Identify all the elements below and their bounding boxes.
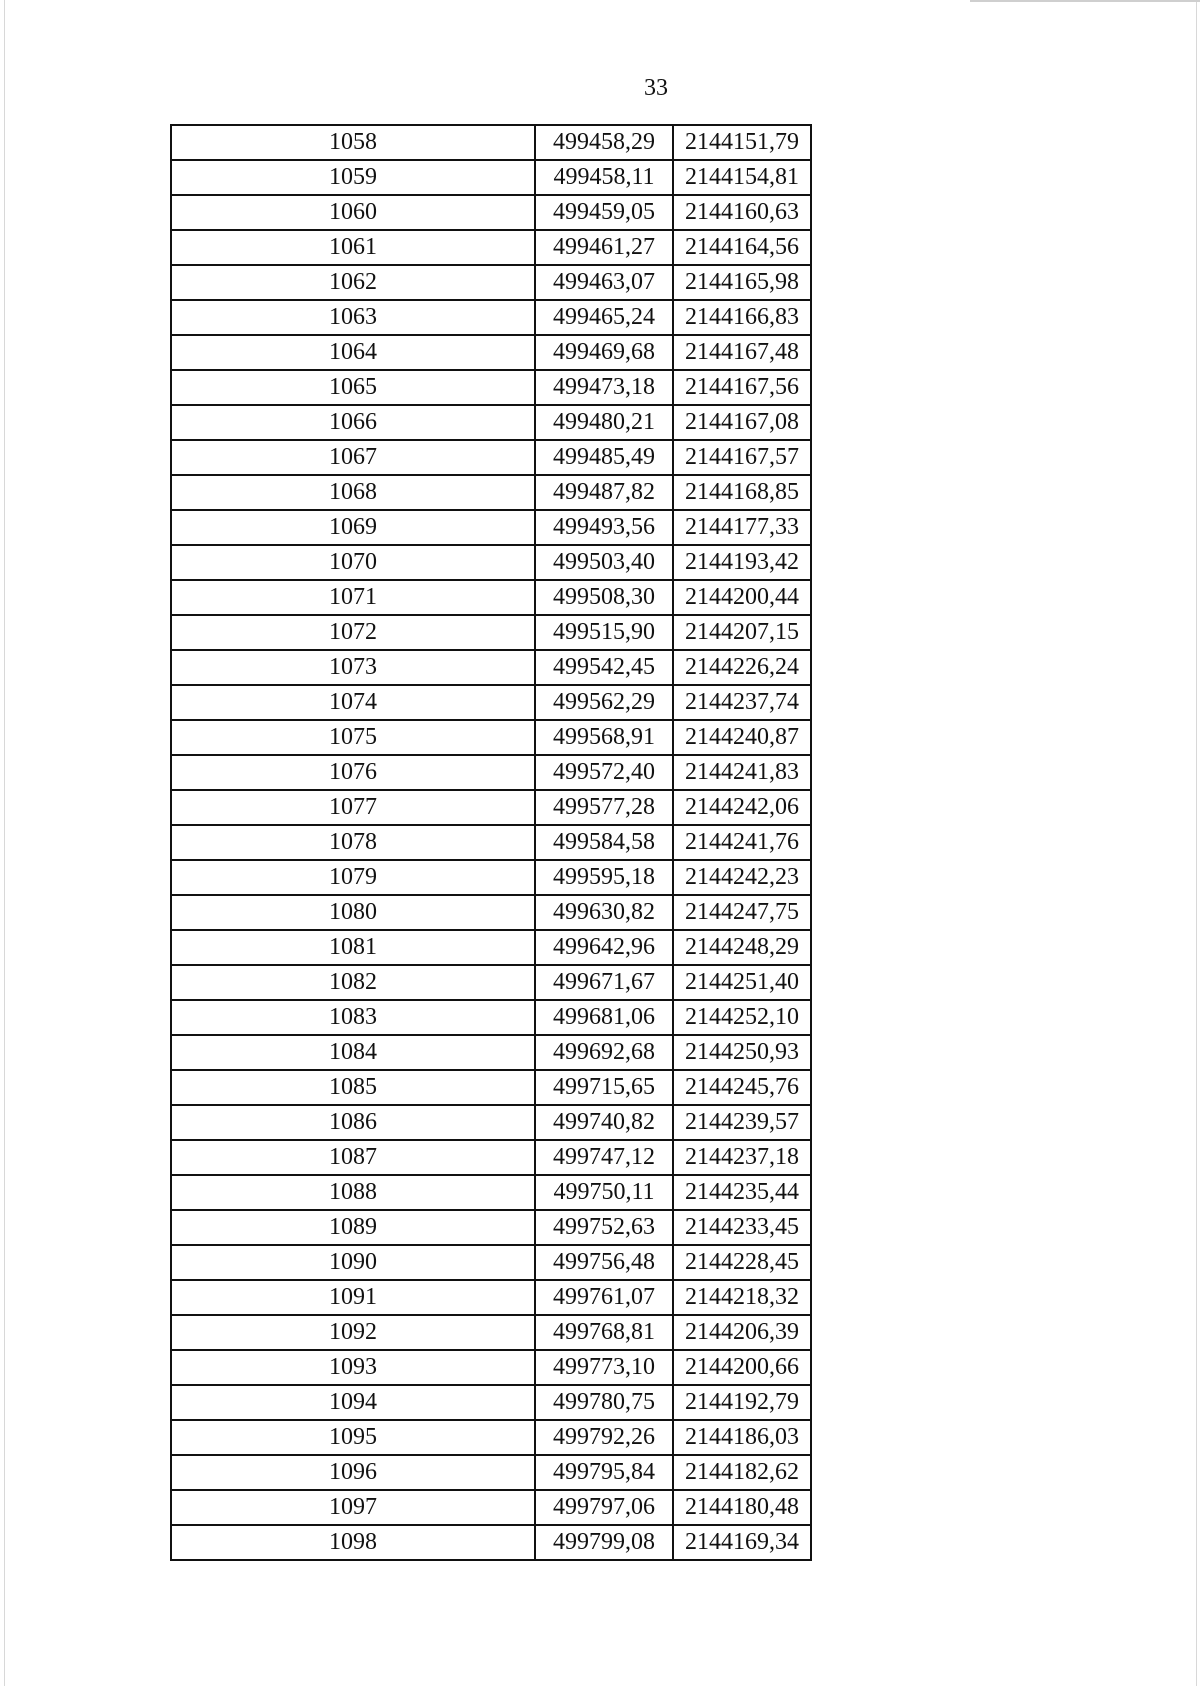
x-coordinate-cell: 499715,65 <box>535 1070 673 1105</box>
table-row <box>171 930 811 965</box>
x-coordinate-cell: 499671,67 <box>535 965 673 1000</box>
y-coordinate-cell: 2144180,48 <box>673 1490 811 1525</box>
table-row <box>171 1175 811 1210</box>
y-coordinate-cell: 2144241,83 <box>673 755 811 790</box>
table-row <box>171 755 811 790</box>
table-row <box>171 1280 811 1315</box>
table-row <box>171 300 811 335</box>
x-coordinate-cell: 499780,75 <box>535 1385 673 1420</box>
y-coordinate-cell: 2144182,62 <box>673 1455 811 1490</box>
y-coordinate-cell: 2144237,74 <box>673 685 811 720</box>
table-row <box>171 1455 811 1490</box>
table-row <box>171 650 811 685</box>
y-coordinate-cell: 2144251,40 <box>673 965 811 1000</box>
scan-edge-left <box>4 0 5 1686</box>
point-number-cell: 1090 <box>171 1245 535 1280</box>
y-coordinate-cell: 2144245,76 <box>673 1070 811 1105</box>
y-coordinate-cell: 2144167,48 <box>673 335 811 370</box>
table-row <box>171 615 811 650</box>
x-coordinate-cell: 499568,91 <box>535 720 673 755</box>
y-coordinate-cell: 2144241,76 <box>673 825 811 860</box>
point-number-cell: 1073 <box>171 650 535 685</box>
table-row <box>171 1490 811 1525</box>
y-coordinate-cell: 2144164,56 <box>673 230 811 265</box>
x-coordinate-cell: 499562,29 <box>535 685 673 720</box>
point-number-cell: 1065 <box>171 370 535 405</box>
point-number-cell: 1079 <box>171 860 535 895</box>
x-coordinate-cell: 499756,48 <box>535 1245 673 1280</box>
table-row <box>171 1210 811 1245</box>
point-number-cell: 1063 <box>171 300 535 335</box>
table-row <box>171 335 811 370</box>
x-coordinate-cell: 499469,68 <box>535 335 673 370</box>
y-coordinate-cell: 2144228,45 <box>673 1245 811 1280</box>
x-coordinate-cell: 499515,90 <box>535 615 673 650</box>
point-number-cell: 1083 <box>171 1000 535 1035</box>
table-row <box>171 790 811 825</box>
point-number-cell: 1064 <box>171 335 535 370</box>
point-number-cell: 1092 <box>171 1315 535 1350</box>
y-coordinate-cell: 2144177,33 <box>673 510 811 545</box>
y-coordinate-cell: 2144207,15 <box>673 615 811 650</box>
point-number-cell: 1066 <box>171 405 535 440</box>
table-row <box>171 510 811 545</box>
y-coordinate-cell: 2144151,79 <box>673 125 811 160</box>
table-row <box>171 405 811 440</box>
y-coordinate-cell: 2144242,06 <box>673 790 811 825</box>
y-coordinate-cell: 2144168,85 <box>673 475 811 510</box>
table-row <box>171 1420 811 1455</box>
y-coordinate-cell: 2144169,34 <box>673 1525 811 1560</box>
x-coordinate-cell: 499503,40 <box>535 545 673 580</box>
point-number-cell: 1086 <box>171 1105 535 1140</box>
x-coordinate-cell: 499761,07 <box>535 1280 673 1315</box>
y-coordinate-cell: 2144167,56 <box>673 370 811 405</box>
y-coordinate-cell: 2144193,42 <box>673 545 811 580</box>
y-coordinate-cell: 2144154,81 <box>673 160 811 195</box>
x-coordinate-cell: 499642,96 <box>535 930 673 965</box>
y-coordinate-cell: 2144252,10 <box>673 1000 811 1035</box>
y-coordinate-cell: 2144235,44 <box>673 1175 811 1210</box>
table-row <box>171 1315 811 1350</box>
point-number-cell: 1088 <box>171 1175 535 1210</box>
point-number-cell: 1091 <box>171 1280 535 1315</box>
scan-edge-top <box>970 0 1200 2</box>
point-number-cell: 1071 <box>171 580 535 615</box>
x-coordinate-cell: 499797,06 <box>535 1490 673 1525</box>
point-number-cell: 1069 <box>171 510 535 545</box>
table-row <box>171 1350 811 1385</box>
point-number-cell: 1087 <box>171 1140 535 1175</box>
point-number-cell: 1062 <box>171 265 535 300</box>
point-number-cell: 1067 <box>171 440 535 475</box>
y-coordinate-cell: 2144237,18 <box>673 1140 811 1175</box>
table-row <box>171 370 811 405</box>
table-row <box>171 1070 811 1105</box>
y-coordinate-cell: 2144242,23 <box>673 860 811 895</box>
point-number-cell: 1075 <box>171 720 535 755</box>
table-row <box>171 720 811 755</box>
y-coordinate-cell: 2144200,44 <box>673 580 811 615</box>
table-row <box>171 230 811 265</box>
table-row <box>171 160 811 195</box>
point-number-cell: 1098 <box>171 1525 535 1560</box>
point-number-cell: 1085 <box>171 1070 535 1105</box>
point-number-cell: 1058 <box>171 125 535 160</box>
x-coordinate-cell: 499493,56 <box>535 510 673 545</box>
point-number-cell: 1081 <box>171 930 535 965</box>
point-number-cell: 1061 <box>171 230 535 265</box>
x-coordinate-cell: 499750,11 <box>535 1175 673 1210</box>
y-coordinate-cell: 2144200,66 <box>673 1350 811 1385</box>
table-row <box>171 965 811 1000</box>
y-coordinate-cell: 2144248,29 <box>673 930 811 965</box>
table-row <box>171 685 811 720</box>
y-coordinate-cell: 2144239,57 <box>673 1105 811 1140</box>
y-coordinate-cell: 2144167,08 <box>673 405 811 440</box>
x-coordinate-cell: 499747,12 <box>535 1140 673 1175</box>
point-number-cell: 1077 <box>171 790 535 825</box>
table-row <box>171 825 811 860</box>
x-coordinate-cell: 499461,27 <box>535 230 673 265</box>
table-row <box>171 580 811 615</box>
y-coordinate-cell: 2144233,45 <box>673 1210 811 1245</box>
point-number-cell: 1068 <box>171 475 535 510</box>
x-coordinate-cell: 499792,26 <box>535 1420 673 1455</box>
x-coordinate-cell: 499799,08 <box>535 1525 673 1560</box>
x-coordinate-cell: 499463,07 <box>535 265 673 300</box>
table-row <box>171 1035 811 1070</box>
x-coordinate-cell: 499595,18 <box>535 860 673 895</box>
x-coordinate-cell: 499752,63 <box>535 1210 673 1245</box>
x-coordinate-cell: 499459,05 <box>535 195 673 230</box>
point-number-cell: 1078 <box>171 825 535 860</box>
x-coordinate-cell: 499458,11 <box>535 160 673 195</box>
y-coordinate-cell: 2144247,75 <box>673 895 811 930</box>
table-row <box>171 125 811 160</box>
x-coordinate-cell: 499584,58 <box>535 825 673 860</box>
x-coordinate-cell: 499740,82 <box>535 1105 673 1140</box>
y-coordinate-cell: 2144206,39 <box>673 1315 811 1350</box>
table-row <box>171 1000 811 1035</box>
y-coordinate-cell: 2144250,93 <box>673 1035 811 1070</box>
point-number-cell: 1094 <box>171 1385 535 1420</box>
y-coordinate-cell: 2144160,63 <box>673 195 811 230</box>
table-row <box>171 440 811 475</box>
point-number-cell: 1076 <box>171 755 535 790</box>
y-coordinate-cell: 2144165,98 <box>673 265 811 300</box>
table-row <box>171 265 811 300</box>
point-number-cell: 1074 <box>171 685 535 720</box>
y-coordinate-cell: 2144186,03 <box>673 1420 811 1455</box>
y-coordinate-cell: 2144240,87 <box>673 720 811 755</box>
x-coordinate-cell: 499681,06 <box>535 1000 673 1035</box>
x-coordinate-cell: 499572,40 <box>535 755 673 790</box>
point-number-cell: 1060 <box>171 195 535 230</box>
x-coordinate-cell: 499508,30 <box>535 580 673 615</box>
point-number-cell: 1084 <box>171 1035 535 1070</box>
page-number: 33 <box>644 75 668 101</box>
table-row <box>171 545 811 580</box>
x-coordinate-cell: 499773,10 <box>535 1350 673 1385</box>
point-number-cell: 1072 <box>171 615 535 650</box>
point-number-cell: 1089 <box>171 1210 535 1245</box>
point-number-cell: 1093 <box>171 1350 535 1385</box>
x-coordinate-cell: 499795,84 <box>535 1455 673 1490</box>
table-row <box>171 1140 811 1175</box>
x-coordinate-cell: 499485,49 <box>535 440 673 475</box>
table-row <box>171 1105 811 1140</box>
x-coordinate-cell: 499458,29 <box>535 125 673 160</box>
scan-edge-right <box>1196 0 1197 1686</box>
point-number-cell: 1082 <box>171 965 535 1000</box>
x-coordinate-cell: 499487,82 <box>535 475 673 510</box>
point-number-cell: 1095 <box>171 1420 535 1455</box>
x-coordinate-cell: 499768,81 <box>535 1315 673 1350</box>
y-coordinate-cell: 2144167,57 <box>673 440 811 475</box>
table-row <box>171 1525 811 1560</box>
table-row <box>171 860 811 895</box>
coordinate-table <box>170 124 812 1561</box>
x-coordinate-cell: 499692,68 <box>535 1035 673 1070</box>
y-coordinate-cell: 2144226,24 <box>673 650 811 685</box>
point-number-cell: 1097 <box>171 1490 535 1525</box>
point-number-cell: 1080 <box>171 895 535 930</box>
x-coordinate-cell: 499630,82 <box>535 895 673 930</box>
table-row <box>171 1245 811 1280</box>
table-row <box>171 195 811 230</box>
point-number-cell: 1070 <box>171 545 535 580</box>
x-coordinate-cell: 499577,28 <box>535 790 673 825</box>
table-row <box>171 475 811 510</box>
y-coordinate-cell: 2144218,32 <box>673 1280 811 1315</box>
x-coordinate-cell: 499473,18 <box>535 370 673 405</box>
x-coordinate-cell: 499480,21 <box>535 405 673 440</box>
point-number-cell: 1059 <box>171 160 535 195</box>
x-coordinate-cell: 499465,24 <box>535 300 673 335</box>
table-row <box>171 895 811 930</box>
y-coordinate-cell: 2144166,83 <box>673 300 811 335</box>
coordinate-table-body <box>171 125 811 1560</box>
table-row <box>171 1385 811 1420</box>
x-coordinate-cell: 499542,45 <box>535 650 673 685</box>
point-number-cell: 1096 <box>171 1455 535 1490</box>
y-coordinate-cell: 2144192,79 <box>673 1385 811 1420</box>
